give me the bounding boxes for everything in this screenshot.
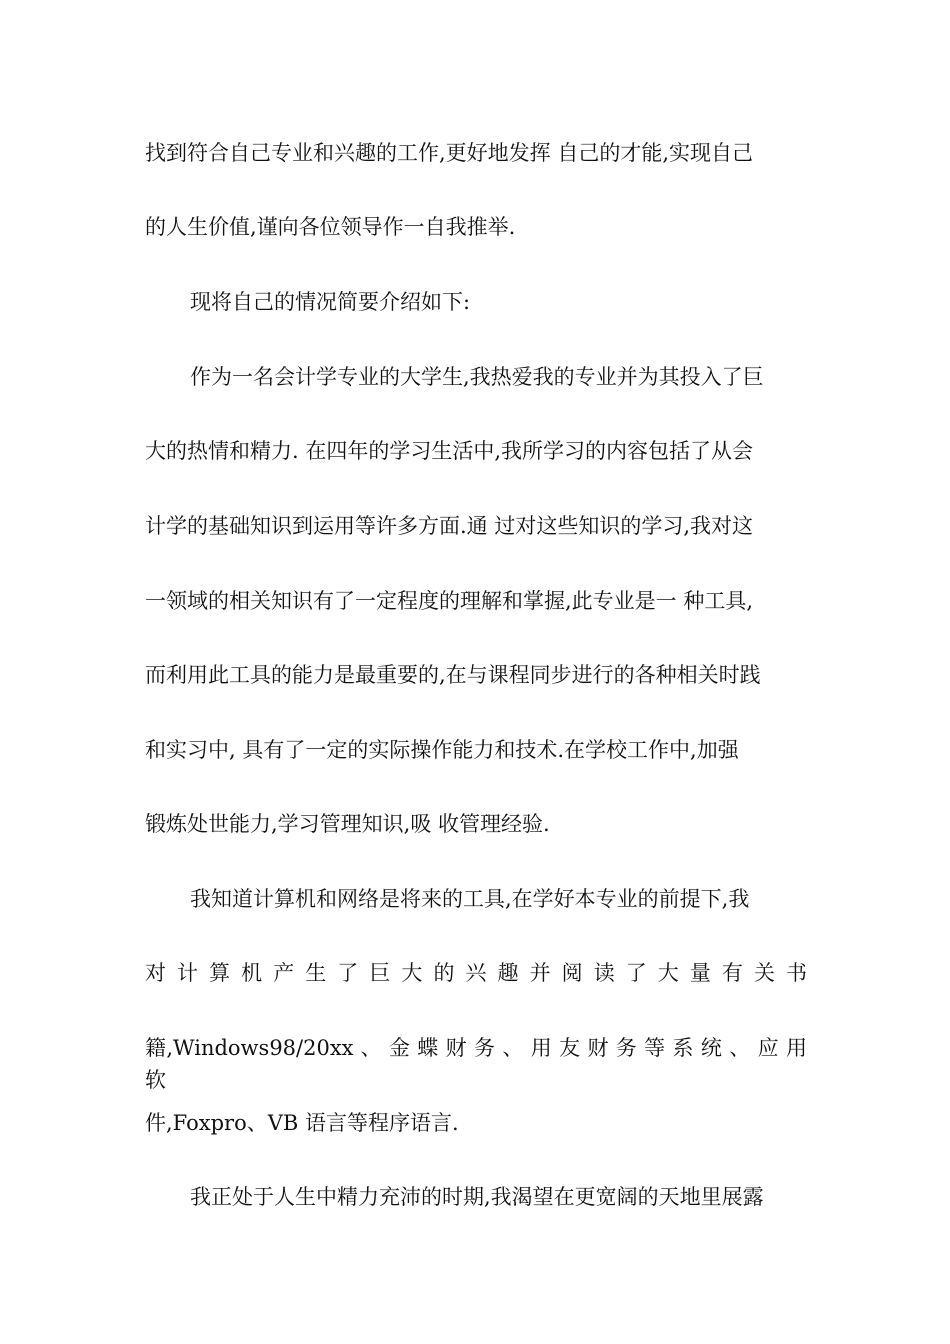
paragraph-line: 现将自己的情况简要介绍如下:: [190, 290, 471, 314]
paragraph-line: 籍,Windows98/20xx 、 金 蝶 财 务 、 用 友 财 务 等 系 统 、 应 用 软: [145, 1036, 807, 1092]
paragraph-line: 而利用此工具的能力是最重要的,在与课程同步进行的各种相关时践: [145, 663, 761, 687]
paragraph-line: 件,Foxpro、VB 语言等程序语言.: [145, 1111, 459, 1135]
paragraph-line: 我正处于人生中精力充沛的时期,我渴望在更宽阔的天地里展露: [190, 1185, 764, 1209]
paragraph-line: 大的热情和精力. 在四年的学习生活中,我所学习的内容包括了从会: [145, 439, 754, 463]
paragraph-line: 一领域的相关知识有了一定程度的理解和掌握,此专业是一 种工具,: [145, 589, 754, 613]
paragraph-line: 锻炼处世能力,学习管理知识,吸 收管理经验.: [145, 812, 550, 836]
paragraph-line: 和实习中, 具有了一定的实际操作能力和技术.在学校工作中,加强: [145, 738, 739, 762]
paragraph-line: 的人生价值,谨向各位领导作一自我推举.: [145, 215, 516, 239]
paragraph-line: 我知道计算机和网络是将来的工具,在学好本专业的前提下,我: [190, 887, 750, 911]
paragraph-line: 计学的基础知识到运用等许多方面.通 过对这些知识的学习,我对这: [145, 514, 754, 538]
paragraph-line: 作为一名会计学专业的大学生,我热爱我的专业并为其投入了巨: [190, 365, 764, 389]
paragraph-line: 找到符合自己专业和兴趣的工作,更好地发挥 自己的才能,实现自己: [145, 141, 754, 165]
paragraph-line: 对 计 算 机 产 生 了 巨 大 的 兴 趣 并 阅 读 了 大 量 有 关 书: [145, 961, 807, 985]
